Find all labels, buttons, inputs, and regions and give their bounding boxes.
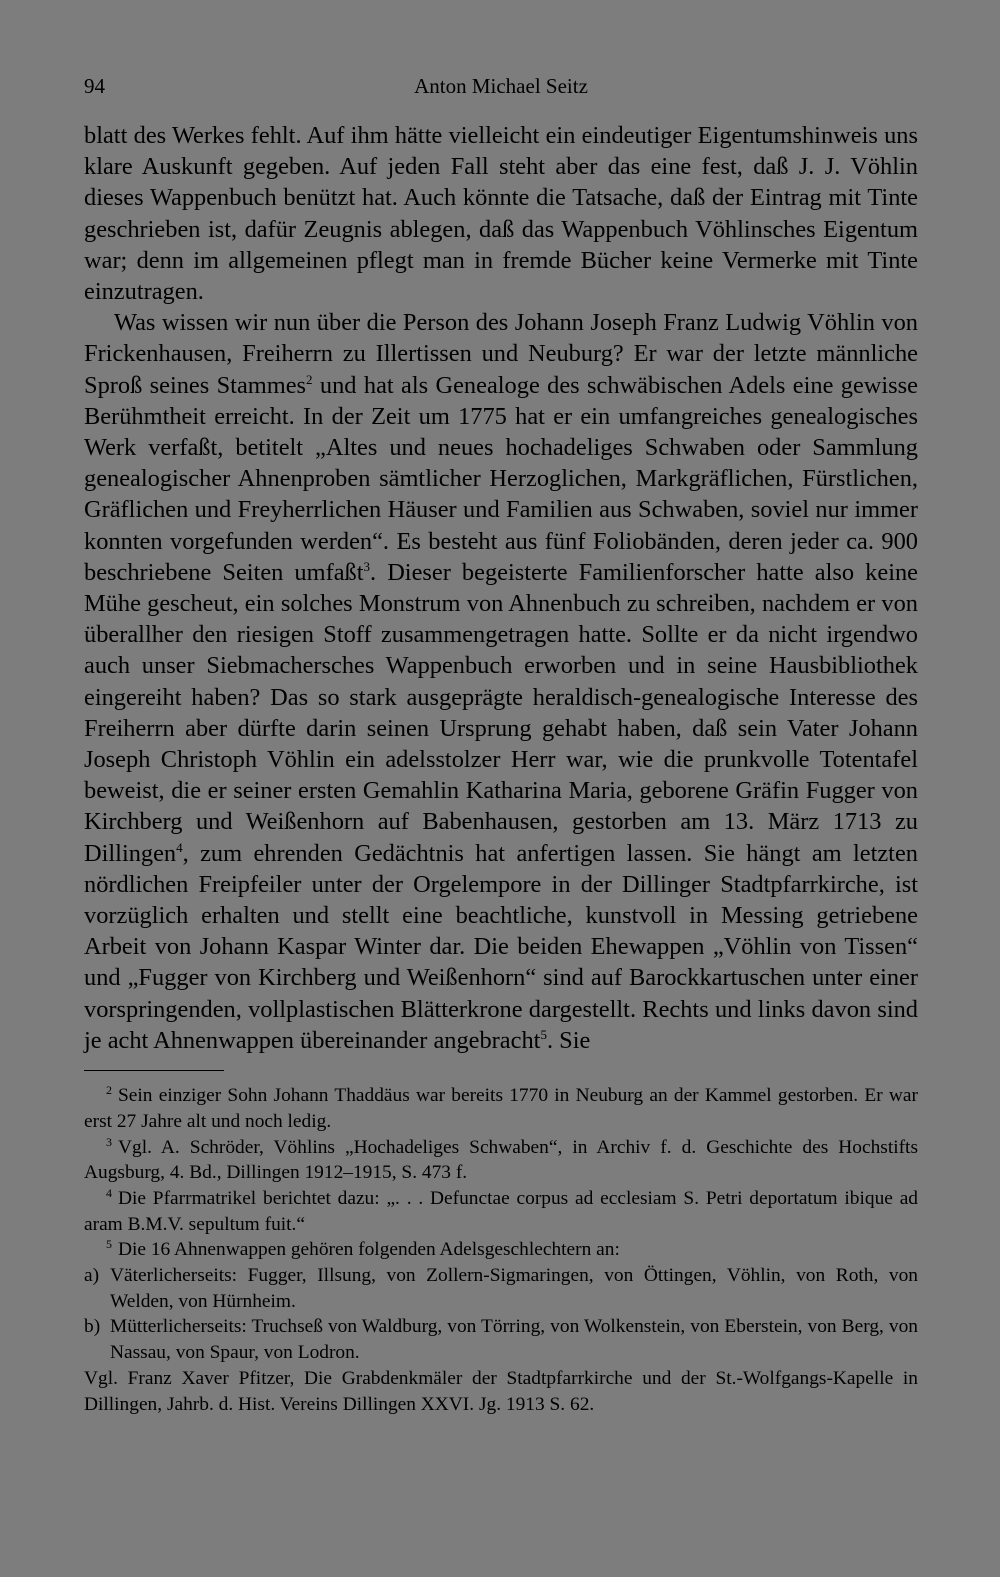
footnote-5-item-b xyxy=(84,1314,918,1365)
footnote-4 xyxy=(84,1186,918,1237)
footnote-number: 4 xyxy=(106,1185,112,1200)
footnote-5-item-a xyxy=(84,1263,918,1314)
footnote-number: 2 xyxy=(106,1083,112,1098)
footnote-3 xyxy=(84,1135,918,1186)
footnote-text: Die Pfarrmatrikel berichtet dazu: „. . . Defunctae corpus ad ecclesiam S. Petri deportatum ibique ad aram B.M.V. sepultum fuit.“ xyxy=(84,1187,918,1235)
paragraph-2-part-d: , zum ehrenden Gedächtnis hat anfertigen lassen. Sie hängt am letzten nördlichen Freipfeiler unter der Orgelempore in der Dillinger Stadtpfarrkirche, ist vorzüglich erhalten und stellt eine beachtliche, kunstvoll in Messing getriebene Arbeit von Johann Kaspar Winter dar. Die beiden Ehewappen „Vöhlin von Tissen“ und „Fugger von Kirchberg und Weißenhorn“ sind auf Barockkartuschen unter einer vorspringenden, vollplastischen Blätterkrone dargestellt. Rechts und links davon sind je acht Ahnenwappen übereinander angebracht xyxy=(84,839,918,1054)
list-label: a) xyxy=(84,1265,100,1287)
body-text xyxy=(84,120,918,1056)
footnote-text: Vgl. A. Schröder, Vöhlins „Hochadeliges Schwaben“, in Archiv f. d. Geschichte des Hochstifts Augsburg, 4. Bd., Dillingen 1912–1915, S. 473 f. xyxy=(84,1136,918,1184)
list-text: Väterlicherseits: Fugger, Illsung, von Zollern-Sigmaringen, von Öttingen, Vöhlin, von Roth, von Welden, von Hürnheim. xyxy=(110,1265,918,1312)
footnote-ref-2: 2 xyxy=(306,371,313,387)
paragraph-2-part-c: . Dieser begeisterte Familienforscher hatte also keine Mühe gescheut, ein solches Monstrum von Ahnenbuch zu schreiben, nachdem er von überallher den riesigen Stoff zusammengetragen hatte. Sollte er da nicht irgendwo auch unser Siebmachersches Wappenbuch erworben und in seine Hausbibliothek eingereiht haben? Das so stark ausgeprägte heraldisch-genealogische Interesse des Freiherrn aber dürfte darin seinen Ursprung gehabt haben, daß sein Vater Johann Joseph Christoph Vöhlin ein adelsstolzer Herr war, wie die prunkvolle Totentafel beweist, die er seiner ersten Gemahlin Katharina Maria, geborene Gräfin Fugger von Kirchberg und Weißenhorn auf Babenhausen, gestorben am 13. März 1713 zu Dillingen xyxy=(84,558,918,867)
footnotes xyxy=(84,1083,918,1417)
footnote-text: Die 16 Ahnenwappen gehören folgenden Adelsgeschlechtern an: xyxy=(118,1239,620,1261)
footnote-2 xyxy=(84,1083,918,1134)
paragraph-1: blatt des Werkes fehlt. Auf ihm hätte vielleicht ein eindeutiger Eigentumshinweis uns klare Auskunft gegeben. Auf jeden Fall steht aber das eine fest, daß J. J. Vöhlin dieses Wappenbuch benützt hat. Auch könnte die Tatsache, daß der Eintrag mit Tinte geschrieben ist, dafür Zeugnis ablegen, daß das Wappenbuch Vöhlinsches Eigentum war; denn im allgemeinen pflegt man in fremde Bücher keine Vermerke mit Tinte einzutragen. xyxy=(84,122,918,306)
page-header xyxy=(84,70,918,106)
paragraph-2-part-a: Was wissen wir nun über die Person des Johann Joseph Franz Ludwig Vöhlin von Frickenhausen, Freiherrn zu Illertissen und Neuburg? Er war der letzte männliche Sproß seines Stammes xyxy=(84,309,918,399)
footnote-5-reference: Vgl. Franz Xaver Pfitzer, Die Grabdenkmäler der Stadtpfarrkirche und der St.-Wolfgangs-Kapelle in Dillingen, Jahrb. d. Hist. Vereins Dillingen XXVI. Jg. 1913 S. 62. xyxy=(84,1367,918,1415)
paragraph-2-part-e: . Sie xyxy=(546,1026,591,1054)
footnote-number: 3 xyxy=(106,1134,112,1149)
footnote-number: 5 xyxy=(106,1237,112,1252)
footnote-ref-4: 4 xyxy=(176,839,183,855)
footnote-separator xyxy=(84,1070,224,1071)
list-text: Mütterlicherseits: Truchseß von Waldburg, von Törring, von Wolkenstein, von Eberstein, von Berg, von Nassau, von Spaur, von Lodron. xyxy=(110,1316,918,1364)
book-page xyxy=(84,70,918,1417)
footnote-text: Sein einziger Sohn Johann Thaddäus war bereits 1770 in Neuburg an der Kammel gestorben. Er war erst 27 Jahre alt und noch ledig. xyxy=(84,1085,918,1132)
page-number: 94 xyxy=(84,74,105,98)
running-head: Anton Michael Seitz xyxy=(414,74,588,98)
footnote-ref-3: 3 xyxy=(363,558,371,574)
footnote-5 xyxy=(84,1237,918,1263)
paragraph-2-part-b: und hat als Genealoge des schwäbischen Adels eine gewisse Berühmtheit erreicht. In der Zeit um 1775 hat er ein umfangreiches genealogisches Werk verfaßt, betitelt „Altes und neues hochadeliges Schwaben oder Sammlung genealogischer Ahnenproben sämtlicher Herzoglichen, Markgräflichen, Fürstlichen, Gräflichen und Freyherrlichen Häuser und Familien aus Schwaben, soviel nur immer konnten vorgefunden werden“. Es besteht aus fünf Foliobänden, deren jeder ca. 900 beschriebene Seiten umfaßt xyxy=(84,371,918,586)
paragraph-2 xyxy=(84,307,918,1056)
list-label: b) xyxy=(84,1316,101,1338)
footnote-ref-5: 5 xyxy=(540,1026,547,1042)
